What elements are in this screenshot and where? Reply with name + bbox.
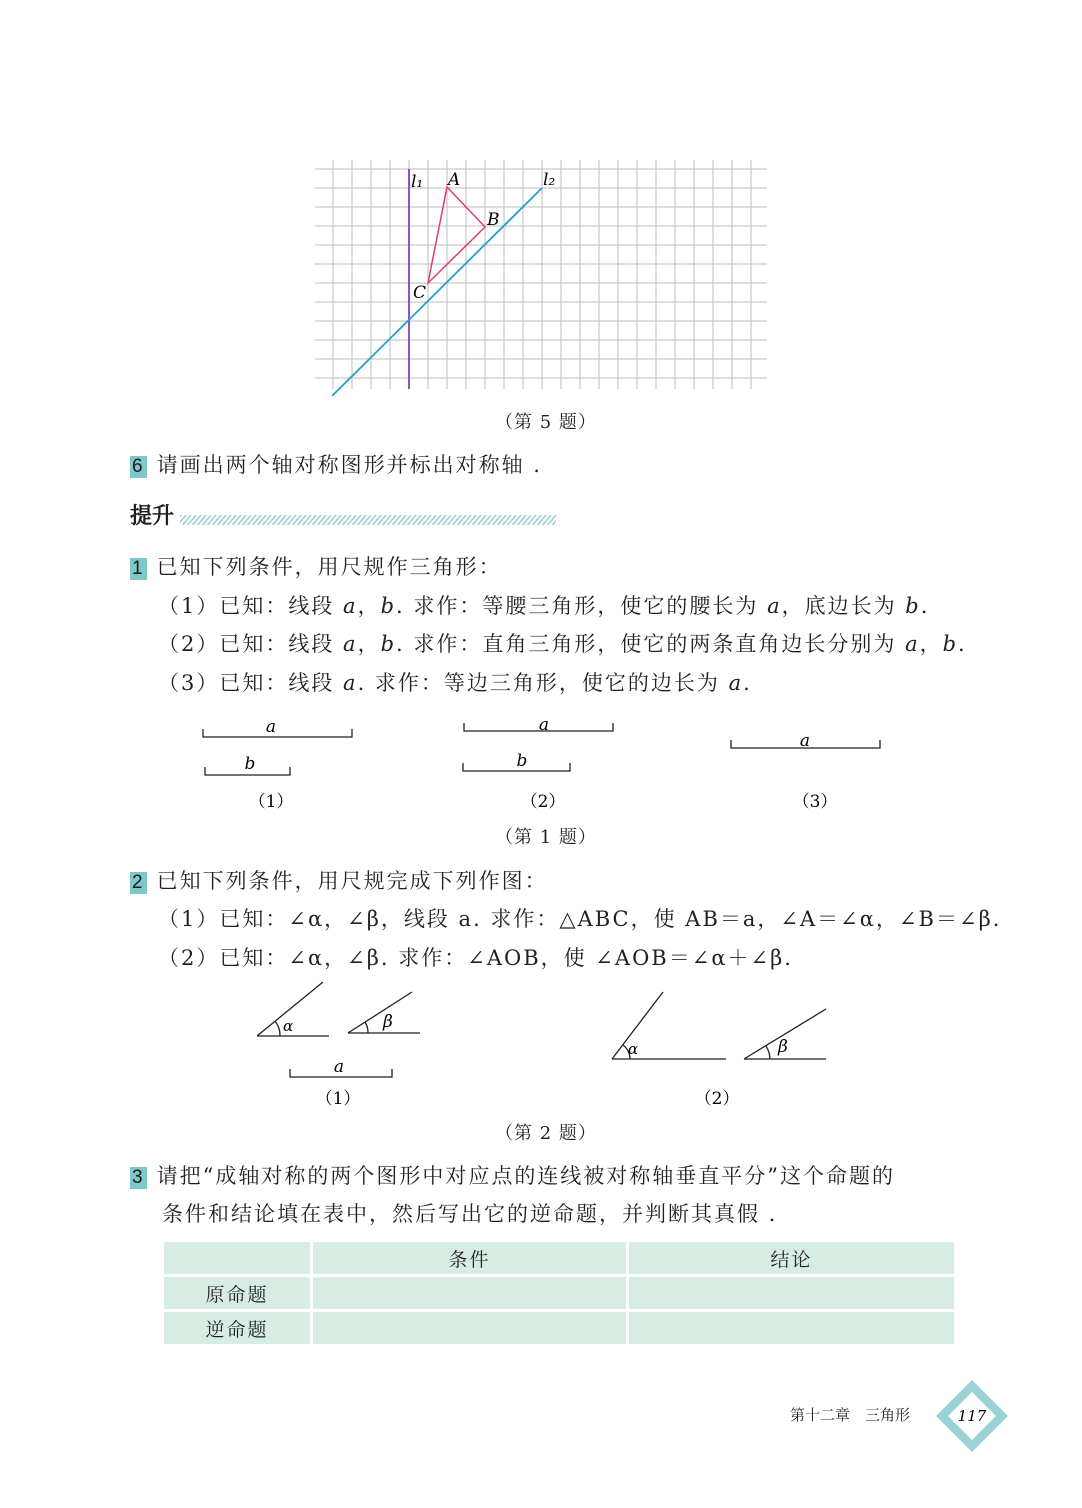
row-label: 逆命题 <box>164 1312 310 1344</box>
page-badge <box>934 1378 1010 1454</box>
problem-1-item-1: （1）已知：线段 a，b. 求作：等腰三角形，使它的腰长为 a，底边长为 b. <box>158 594 930 618</box>
label-l1: l₁ <box>411 172 424 192</box>
problem-1-item-3: （3）已知：线段 a. 求作：等边三角形，使它的边长为 a. <box>158 671 752 695</box>
problem-2-item-1: （1）已知：∠α，∠β，线段 a. 求作：△ABC，使 AB＝a，∠A＝∠α，∠B＝∠β. <box>158 907 1002 931</box>
sub-label-1: （1） <box>248 792 294 810</box>
triangle-abc <box>428 187 485 283</box>
label-b-vertex: B <box>487 210 500 230</box>
table-header-row <box>164 1242 954 1274</box>
problem-text-line-1: 请把“成轴对称的两个图形中对应点的连线被对称轴垂直平分”这个命题的 <box>156 1164 896 1188</box>
seg-label-a-3: a <box>799 731 811 751</box>
figure-p1 <box>190 710 900 810</box>
header-cell-conclusion: 结论 <box>629 1242 954 1274</box>
question-6 <box>130 449 542 479</box>
problem-text: 已知下列条件，用尺规作三角形： <box>156 555 502 579</box>
chapter-title: 第十二章 三角形 <box>790 1406 911 1424</box>
row-label: 原命题 <box>164 1277 310 1309</box>
problem-number: 1 <box>132 558 145 579</box>
seg-label-b-2: b <box>516 751 528 771</box>
problem-2 <box>130 865 548 895</box>
angle-beta-2: β <box>778 1037 788 1057</box>
problem-1 <box>130 551 502 581</box>
angle-alpha-2: α <box>628 1040 639 1058</box>
caption-q5: （第 5 题） <box>495 412 597 433</box>
page-number: 117 <box>957 1407 987 1425</box>
axis-line-l2 <box>332 188 542 396</box>
problem-text: 已知下列条件，用尺规完成下列作图： <box>156 869 548 893</box>
header-cell-empty <box>164 1242 310 1274</box>
answer-cell[interactable] <box>629 1312 954 1344</box>
label-l2: l₂ <box>543 170 556 190</box>
caption-p1: （第 1 题） <box>495 827 597 848</box>
problem-3-line-2: 条件和结论填在表中，然后写出它的逆命题，并判断其真假 . <box>162 1202 778 1226</box>
problem-number: 2 <box>132 872 145 893</box>
section-hatch <box>180 515 556 525</box>
table-row <box>164 1277 954 1309</box>
label-a-vertex: A <box>448 170 461 190</box>
caption-p2: （第 2 题） <box>495 1123 597 1144</box>
seg-label-a: a <box>333 1057 345 1077</box>
label-c-vertex: C <box>413 283 427 303</box>
seg-label-a-2: a <box>538 715 550 735</box>
sub-label-2: （2） <box>694 1089 740 1109</box>
angle-alpha-1: α <box>283 1017 294 1035</box>
problem-number: 3 <box>132 1167 145 1188</box>
problem-2-item-2: （2）已知：∠α，∠β. 求作：∠AOB，使 ∠AOB＝∠α＋∠β. <box>158 946 793 970</box>
sub-label-2: （2） <box>520 792 566 810</box>
sub-label-1: （1） <box>315 1089 361 1109</box>
answer-cell[interactable] <box>313 1312 626 1344</box>
angle-beta-1: β <box>383 1012 393 1032</box>
figure-q5 <box>310 155 780 405</box>
problem-1-item-2: （2）已知：线段 a，b. 求作：直角三角形，使它的两条直角边长分别为 a，b. <box>158 632 967 656</box>
seg-label-b-1: b <box>244 754 256 774</box>
question-text: 请画出两个轴对称图形并标出对称轴 . <box>156 453 542 477</box>
seg-label-a-1: a <box>265 717 277 737</box>
grid-lines <box>315 160 767 389</box>
sub-label-3: （3） <box>792 792 838 810</box>
table-row <box>164 1312 954 1344</box>
section-title: 提升 <box>130 504 175 529</box>
proposition-table <box>161 1239 957 1347</box>
problem-3 <box>130 1160 895 1190</box>
header-cell-condition: 条件 <box>313 1242 626 1274</box>
figure-p2 <box>250 975 850 1115</box>
answer-cell[interactable] <box>629 1277 954 1309</box>
answer-cell[interactable] <box>313 1277 626 1309</box>
question-number: 6 <box>132 456 145 477</box>
